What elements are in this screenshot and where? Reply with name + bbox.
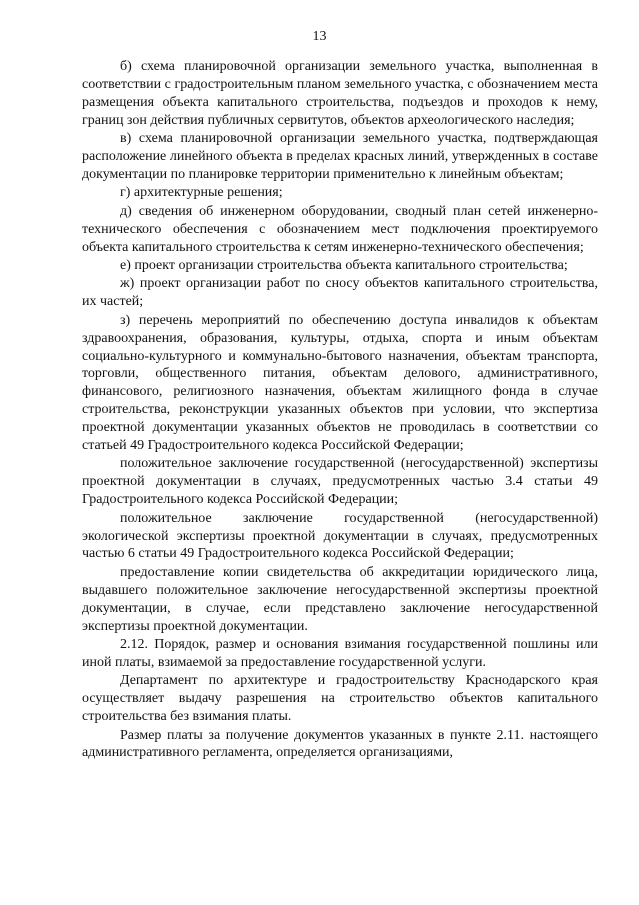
- paragraph-z: з) перечень мероприятий по обеспечению доступа инвалидов к объектам здравоохранения, образования, культуры, отдыха, спорта и иным объектам социально-культурного и коммунально-бытового назначения, объектам транспорта, торговли, общественного питания, объектам делового, административного, финансового, религиозного назначения, объектам жилищного фонда в случае строительства, реконструкции указанных объектов при условии, что экспертиза проектной документации указанных объектов не проводилась в соответствии со статьей 49 Градостроительного кодекса Российской Федерации;: [82, 312, 598, 454]
- paragraph-zh: ж) проект организации работ по сносу объектов капитального строительства, их частей;: [82, 276, 598, 310]
- paragraph-v: в) схема планировочной организации земельного участка, подтверждающая расположение линейного объекта в пределах красных линий, утвержденных в составе документации по планировке территории применительно к линейным объектам;: [82, 131, 598, 182]
- paragraph-fee: Размер платы за получение документов указанных в пункте 2.11. настоящего административного регламента, определяется организациями,: [82, 727, 598, 761]
- paragraph-accreditation: предоставление копии свидетельства об аккредитации юридического лица, выдавшего положительное заключение негосударственной экспертизы проектной документации, в случае, если представлено заключение негосударственной экспертизы проектной документации.: [82, 564, 598, 634]
- paragraph-d: д) сведения об инженерном оборудовании, сводный план сетей инженерно-технического обеспечения с обозначением мест подключения проектируемого объекта капитального строительства к сетям инженерно-технического обеспечения;: [82, 203, 598, 255]
- document-body: [82, 58, 598, 763]
- paragraph-b: б) схема планировочной организации земельного участка, выполненная в соответствии с градостроительным планом земельного участка, с обозначением места размещения объекта капитального строительства, подъездов и проходов к нему, границ зон действия публичных сервитутов, объектов археологического наследия;: [82, 59, 598, 128]
- paragraph-state-expertise: положительное заключение государственной (негосударственной) экспертизы проектной документации в случаях, предусмотренных частью 3.4 статьи 49 Градостроительного кодекса Российской Федерации;: [82, 456, 598, 508]
- paragraph-eco-expertise: положительное заключение государственной (негосударственной) экологической экспертизы проектной документации в случаях, предусмотренных частью 6 статьи 49 Градостроительного кодекса Российской Федерации;: [82, 510, 598, 562]
- page-number: 13: [312, 29, 327, 44]
- paragraph-department: Департамент по архитектуре и градостроительству Краснодарского края осуществляет выдачу разрешения на строительство объектов капитального строительства без взимания платы.: [82, 673, 598, 725]
- paragraph-e: е) проект организации строительства объекта капитального строительства;: [120, 257, 568, 273]
- paragraph-g: г) архитектурные решения;: [120, 185, 283, 201]
- paragraph-2-12-heading: 2.12. Порядок, размер и основания взимания государственной пошлины или иной платы, взимаемой за предоставление государственной услуги.: [82, 637, 598, 670]
